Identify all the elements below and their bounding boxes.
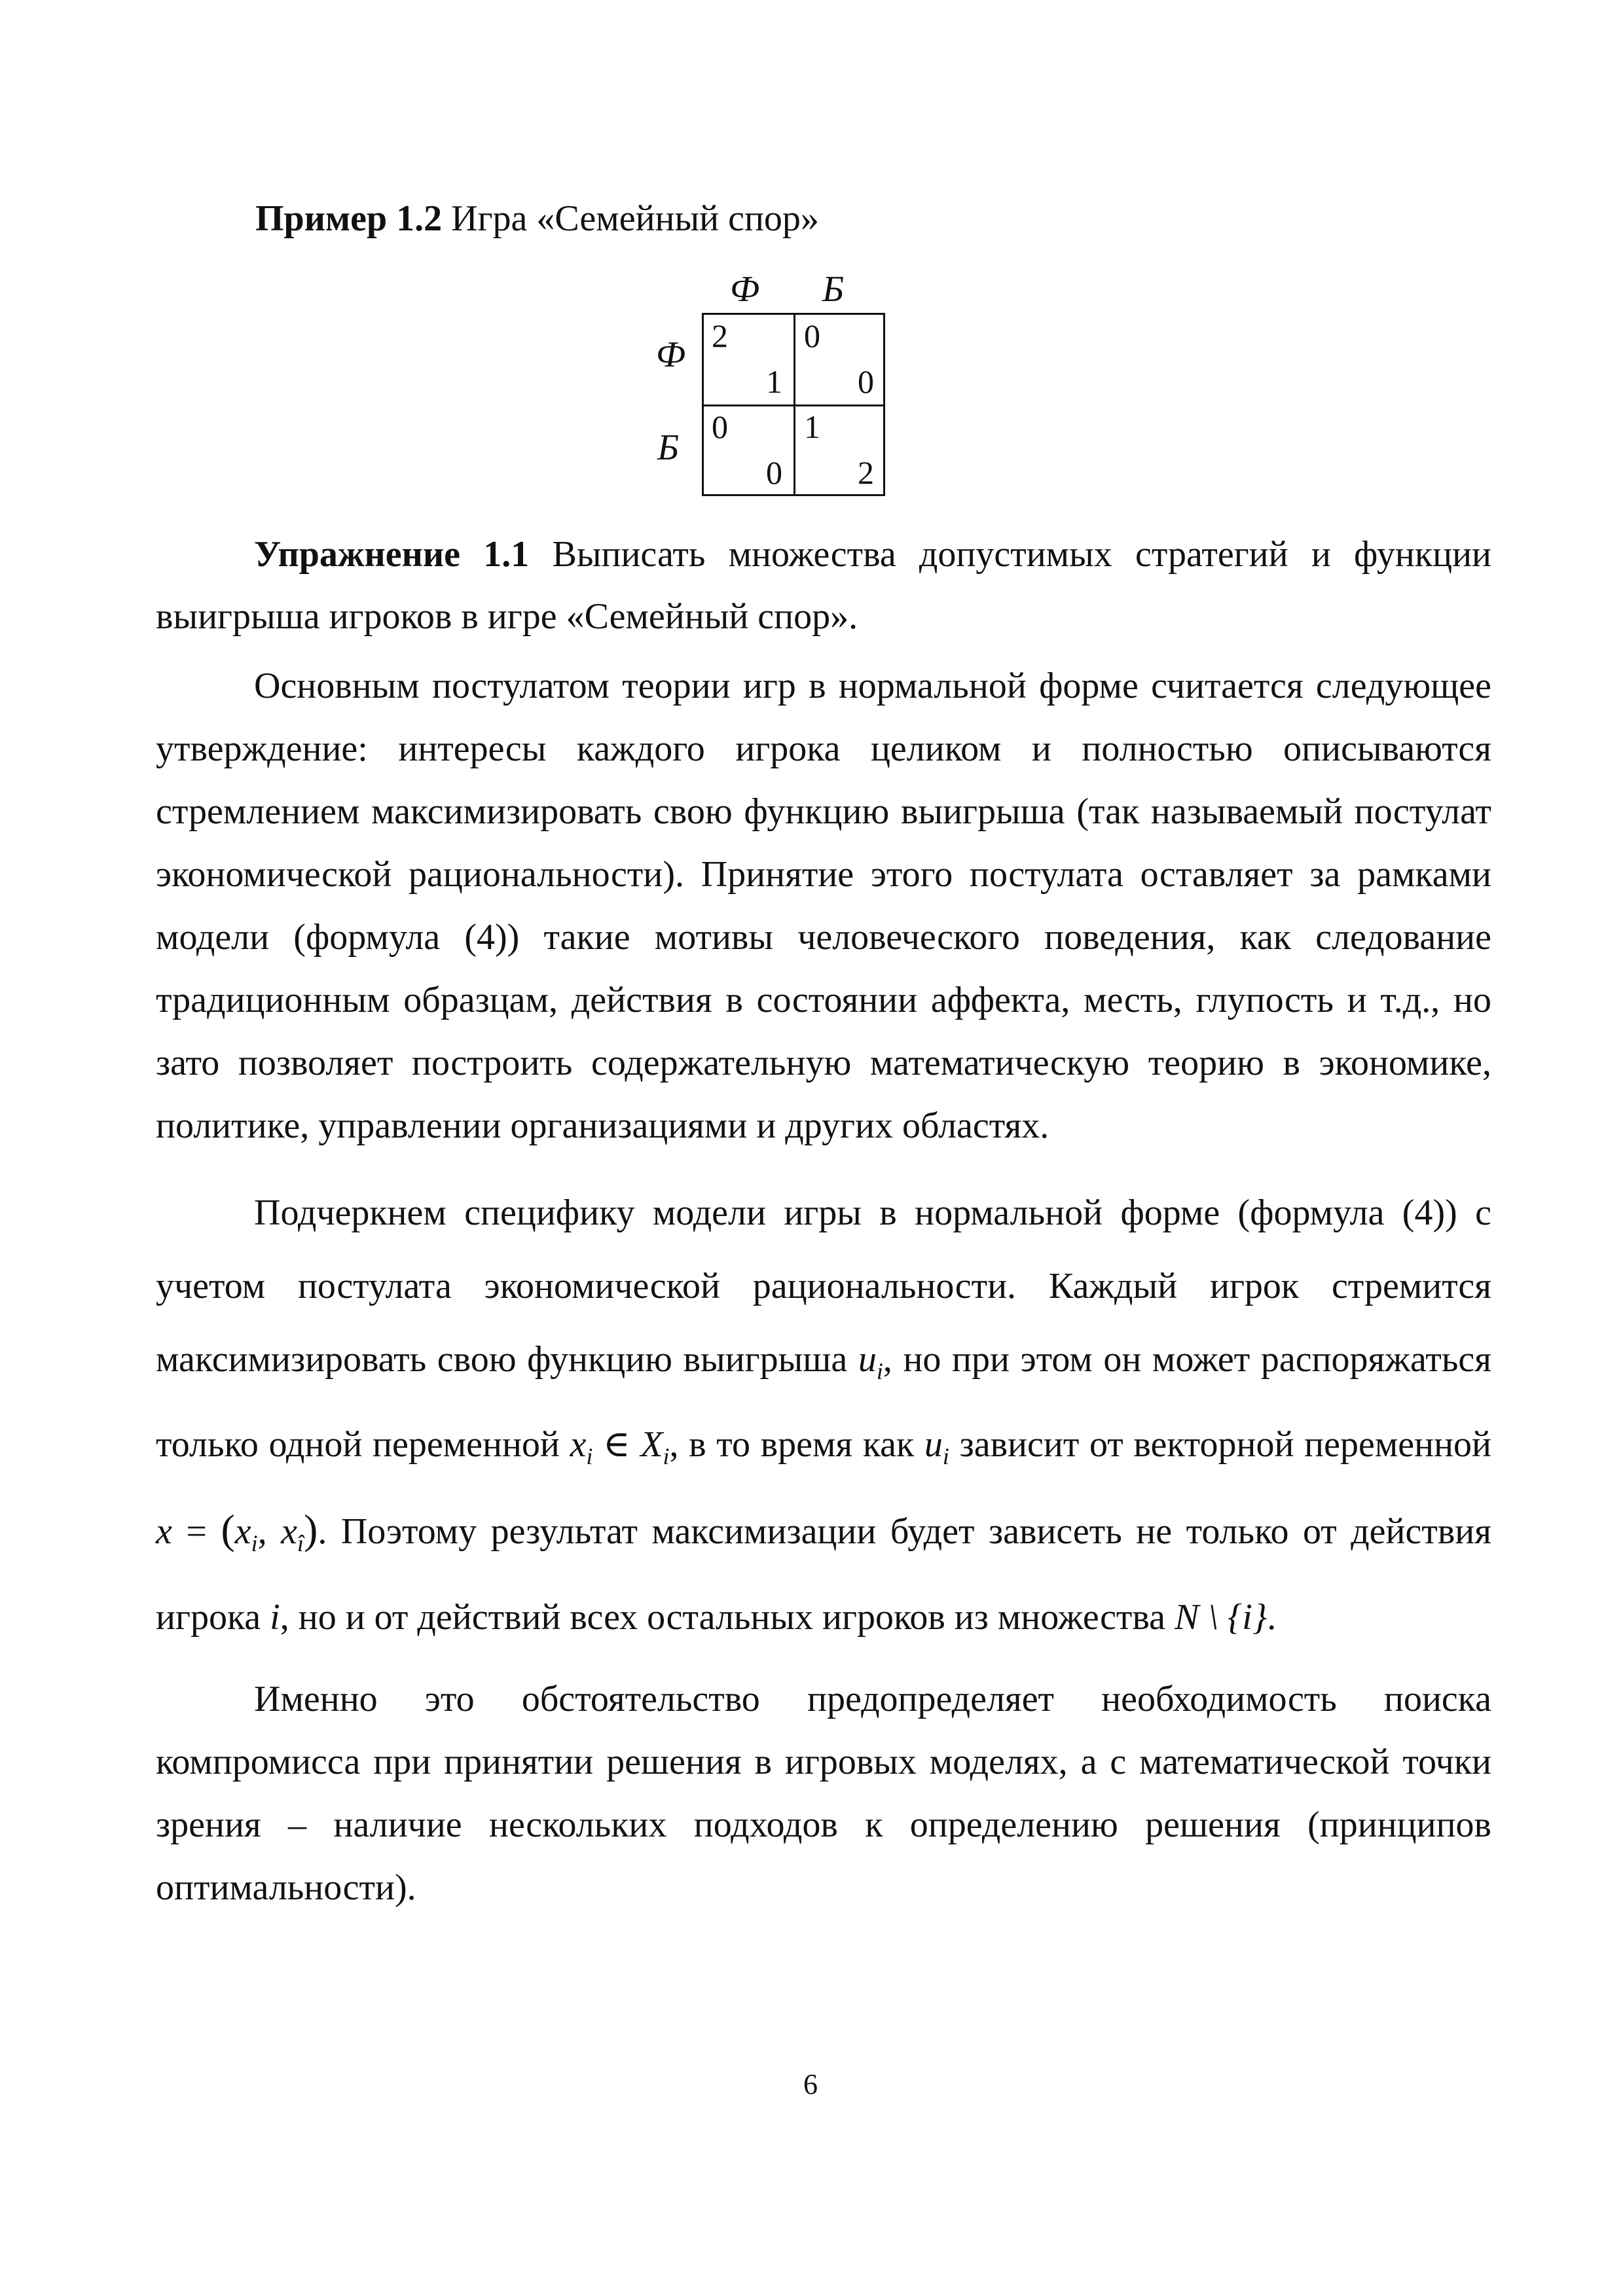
math-set-n-minus-i: N \ {i} [1174,1596,1267,1638]
exercise-text: Выписать множества допустимых стратегий и функции выигрыша игроков в игре «Семейный спор». [156,534,1492,637]
cell-payoff-player2: 0 [858,363,874,400]
paragraph-postulate: Основным постулатом теории игр в нормальной форме считается следующее утверждение: интересы каждого игрока целиком и полностью описываются стремлением максимизировать свою функцию выигрыша (так называемый постулат экономической рациональности). Принятие этого постулата оставляет за рамками модели (формула (4)) такие мотивы человеческого поведения, как следование традиционным образцам, действия в состоянии аффекта, месть, глупость и т.д., но зато позволяет построить содержательную математическую теорию в экономике, политике, управлении организациями и других областях. [156,666,1491,1146]
text-fragment: , но при этом он может распоряжаться только одной переменной [156,1339,1492,1465]
math-i: i [270,1596,280,1638]
matrix-col-label: Ф [730,269,760,310]
cell-payoff-player1: 0 [712,408,728,445]
text-fragment: , но и от действий всех остальных игроков из множества [280,1596,1165,1638]
matrix-col-label: Б [822,269,845,310]
cell-payoff-player2: 2 [858,454,874,491]
matrix-row-label: Б [657,427,680,468]
math-u-i: $u_i$ [858,1339,883,1385]
cell-payoff-player1: 0 [804,317,820,354]
matrix-divider [704,404,883,406]
text-fragment: Подчеркнем специфику модели игры в нормальной форме (формула (4)) с учетом постулата экономической рациональности. Каждый игрок стремится максимизировать свою функцию выигрыша [156,1193,1491,1380]
example-label: Пример 1.2 [255,198,443,239]
matrix-row-label: Ф [656,334,686,375]
page-number: 6 [803,2068,818,2100]
cell-payoff-player1: 2 [712,317,728,354]
exercise-label: Упражнение 1.1 [254,534,530,575]
example-title: Игра «Семейный спор» [451,198,819,239]
text-fragment: . Поэтому результат максимизации будет зависеть не только от действия игрока [156,1511,1491,1638]
cell-payoff-player2: 1 [766,363,782,400]
cell-payoff-player2: 0 [766,454,782,491]
text-fragment: . [1267,1596,1277,1638]
cell-payoff-player1: 1 [804,408,820,445]
exercise-paragraph [156,524,1491,648]
text-fragment: зависит от векторной переменной [959,1424,1492,1465]
example-heading [255,195,819,242]
paragraph-specifics [156,1176,1491,1654]
math-vector-x: $x = (x_i$, $x_î$) [156,1506,318,1557]
matrix-grid [702,313,885,496]
math-xi-in-Xi: $x_i$ ∈ $X_i$ [570,1424,670,1470]
paragraph-compromise: Именно это обстоятельство предопределяет необходимость поиска компромисса при принятии решения в игровых моделях, а с математической точки зрения – наличие нескольких подходов к определению решения (принципов оптимальности). [156,1679,1491,1908]
math-u-i: $u_i$ [924,1424,949,1470]
text-fragment: , в то время как [669,1424,915,1465]
